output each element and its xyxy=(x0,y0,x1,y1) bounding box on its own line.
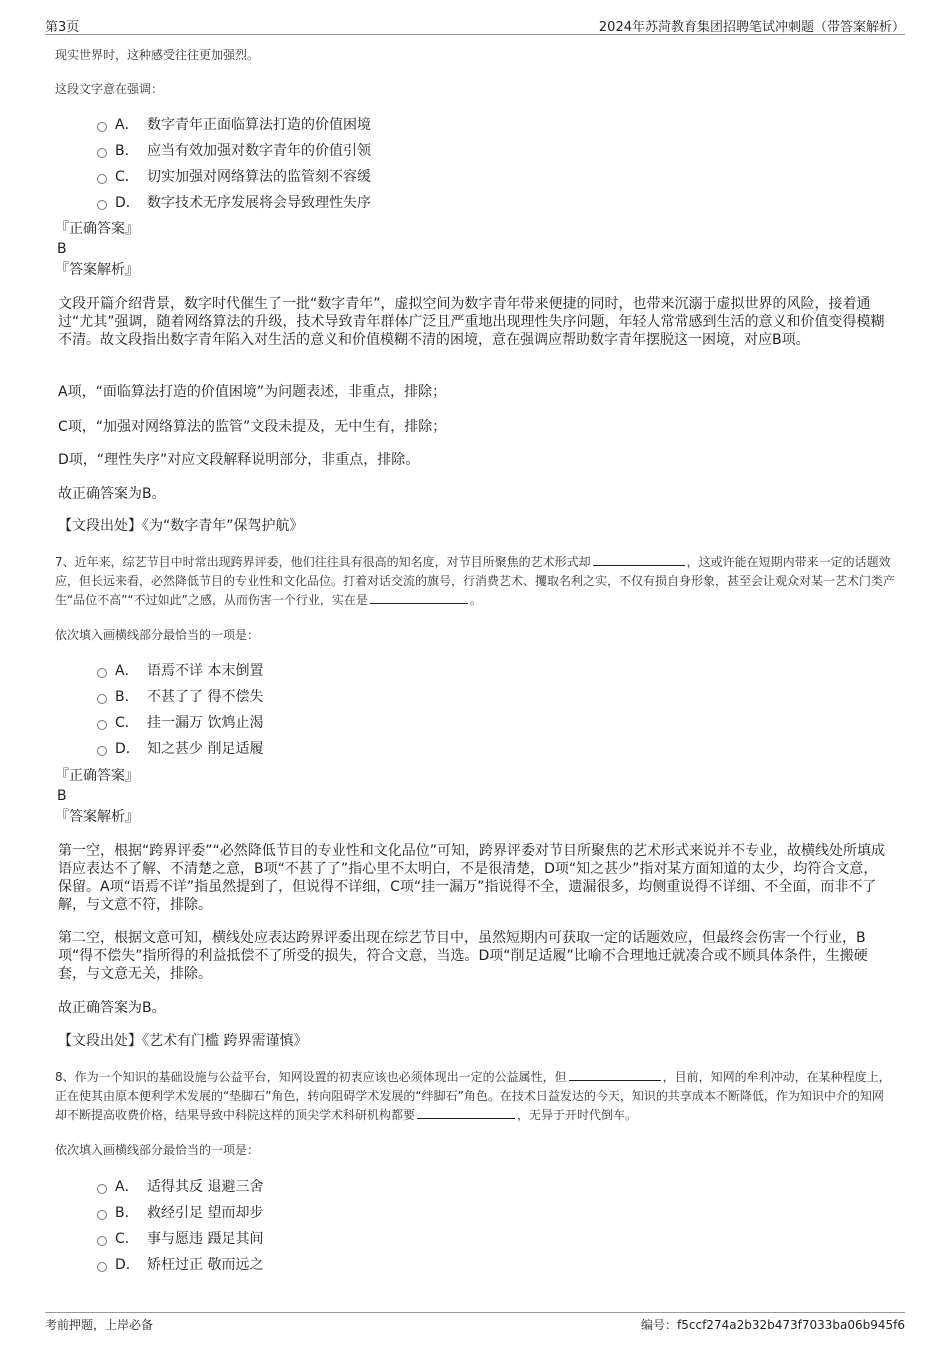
page-number: 第3页 xyxy=(45,20,80,35)
q7-option-b[interactable]: B． 不甚了了 得不偿失 xyxy=(97,683,597,709)
radio-icon[interactable] xyxy=(97,1262,107,1272)
radio-icon[interactable] xyxy=(97,746,107,756)
blank-line xyxy=(593,553,685,566)
radio-icon[interactable] xyxy=(97,1184,107,1194)
blank-line xyxy=(370,591,468,604)
document-id: 编号：f5ccf274a2b32b473f7033ba06b945f6 xyxy=(641,1318,905,1332)
q6-source: 【文段出处】《为“数字青年”保驾护航》 xyxy=(58,518,304,534)
q7-source: 【文段出处】《艺术有门槛 跨界需谨慎》 xyxy=(58,1033,308,1049)
q6-analysis-d: D项，“理性失序”对应文段解释说明部分，非重点，排除。 xyxy=(58,452,420,468)
q6-stem-tail: 现实世界时，这种感受往往更加强烈。 xyxy=(55,48,260,62)
blank-line xyxy=(569,1068,661,1081)
q8-option-b[interactable]: B． 救经引足 望而却步 xyxy=(97,1199,597,1225)
q6-conclusion: 故正确答案为B。 xyxy=(58,486,166,502)
q6-analysis-a: A项，“面临算法打造的价值困境”为问题表述，非重点，排除； xyxy=(58,384,447,400)
blank-line xyxy=(417,1106,515,1119)
q6-answer: B xyxy=(57,241,67,257)
radio-icon[interactable] xyxy=(97,694,107,704)
footer-slogan: 考前押题，上岸必备 xyxy=(45,1318,154,1332)
q8-option-d[interactable]: D． 矫枉过正 敬而远之 xyxy=(97,1251,597,1277)
q6-answer-label: 『正确答案』 xyxy=(55,221,139,237)
q8-stem: 8、作为一个知识的基础设施与公益平台，知网设置的初衷应该也必须体现出一定的公益属性，但 ，目前，知网的牟利冲动，在某种程度上，正在使其由原本便利学术发展的“垫脚石”角色，转向阻碍学术发展的“绊脚石”角色。在技术日益发达的今天，知识的共享成本不断降低，作为知识中介的知网却不断提高收费价格，结果导致中科院这样的顶尖学术科研机构都要 ，无异于开时代倒车。 xyxy=(55,1070,891,1122)
q6-analysis-c: C项，“加强对网络算法的监管”文段未提及，无中生有，排除； xyxy=(58,419,447,435)
q8-options xyxy=(97,1173,597,1277)
q7-options xyxy=(97,657,597,761)
document-title: 2024年苏菏教育集团招聘笔试冲刺题（带答案解析） xyxy=(598,20,905,35)
radio-icon[interactable] xyxy=(97,148,107,158)
q8-option-c[interactable]: C． 事与愿违 蹑足其间 xyxy=(97,1225,597,1251)
q6-analysis-label: 『答案解析』 xyxy=(55,262,139,278)
radio-icon[interactable] xyxy=(97,720,107,730)
q6-analysis: 文段开篇介绍背景，数字时代催生了一批“数字青年”，虚拟空间为数字青年带来便捷的同时，也带来沉溺于虚拟世界的风险，接着通过“尤其”强调，随着网络算法的升级，技术导致青年群体广泛且严重地出现理性失序问题，年轻人常常感到生活的意义和价值变得模糊不清。故文段指出数字青年陷入对生活的意义和价值模糊不清的困境，意在强调应帮助数字青年摆脱这一困境，对应B项。 xyxy=(58,296,885,348)
q6-options xyxy=(97,111,597,215)
q7-analysis-p2: 第二空，根据文意可知，横线处应表达跨界评委出现在综艺节目中，虽然短期内可获取一定的话题效应，但最终会伤害一个行业，B项“得不偿失”指所得的利益抵偿不了所受的损失，符合文意，当选。D项“削足适履”比喻不合理地迁就凑合或不顾具体条件，生搬硬套，与文意无关，排除。 xyxy=(58,930,868,982)
radio-icon[interactable] xyxy=(97,122,107,132)
page-header xyxy=(45,14,905,35)
q7-prompt: 依次填入画横线部分最恰当的一项是： xyxy=(55,628,260,642)
q7-answer: B xyxy=(57,788,67,804)
radio-icon[interactable] xyxy=(97,1210,107,1220)
radio-icon[interactable] xyxy=(97,668,107,678)
radio-icon[interactable] xyxy=(97,1236,107,1246)
q6-option-a[interactable]: A． 数字青年正面临算法打造的价值困境 xyxy=(97,111,597,137)
q6-option-b[interactable]: B． 应当有效加强对数字青年的价值引领 xyxy=(97,137,597,163)
q6-option-c[interactable]: C． 切实加强对网络算法的监管刻不容缓 xyxy=(97,163,597,189)
q7-answer-label: 『正确答案』 xyxy=(55,768,139,784)
radio-icon[interactable] xyxy=(97,174,107,184)
q8-option-a[interactable]: A． 适得其反 退避三舍 xyxy=(97,1173,597,1199)
q6-prompt: 这段文字意在强调： xyxy=(55,82,164,96)
q7-option-a[interactable]: A． 语焉不详 本末倒置 xyxy=(97,657,597,683)
page-footer xyxy=(45,1312,905,1333)
q7-option-c[interactable]: C． 挂一漏万 饮鸩止渴 xyxy=(97,709,597,735)
q7-stem: 7、近年来，综艺节目中时常出现跨界评委，他们往往具有很高的知名度，对节目所聚焦的艺术形式却 ，这或许能在短期内带来一定的话题效应，但长远来看，必然降低节目的专业性和文化品位。打着对话交流的旗号，行消费艺术、攫取名利之实，不仅有损自身形象，甚至会让观众对某一艺术门类产生“品位不高”“不过如此”之感，从而伤害一个行业，实在是 。 xyxy=(55,555,896,607)
q8-prompt: 依次填入画横线部分最恰当的一项是： xyxy=(55,1143,260,1157)
q7-analysis-p1: 第一空，根据“跨界评委”“必然降低节目的专业性和文化品位”可知，跨界评委对节目所聚焦的艺术形式来说并不专业，故横线处所填成语应表达不了解、不清楚之意，B项“不甚了了”指心里不太明白，不是很清楚，D项“知之甚少”指对某方面知道的太少，均符合文意，保留。A项“语焉不详”指虽然提到了，但说得不详细，C项“挂一漏万”指说得不全，遗漏很多，均侧重说得不详细、不全面，而非不了解，与文意不符，排除。 xyxy=(58,843,886,913)
q6-option-d[interactable]: D． 数字技术无序发展将会导致理性失序 xyxy=(97,189,597,215)
q7-option-d[interactable]: D． 知之甚少 削足适履 xyxy=(97,735,597,761)
radio-icon[interactable] xyxy=(97,200,107,210)
q7-conclusion: 故正确答案为B。 xyxy=(58,1000,166,1016)
q7-analysis-label: 『答案解析』 xyxy=(55,809,139,825)
